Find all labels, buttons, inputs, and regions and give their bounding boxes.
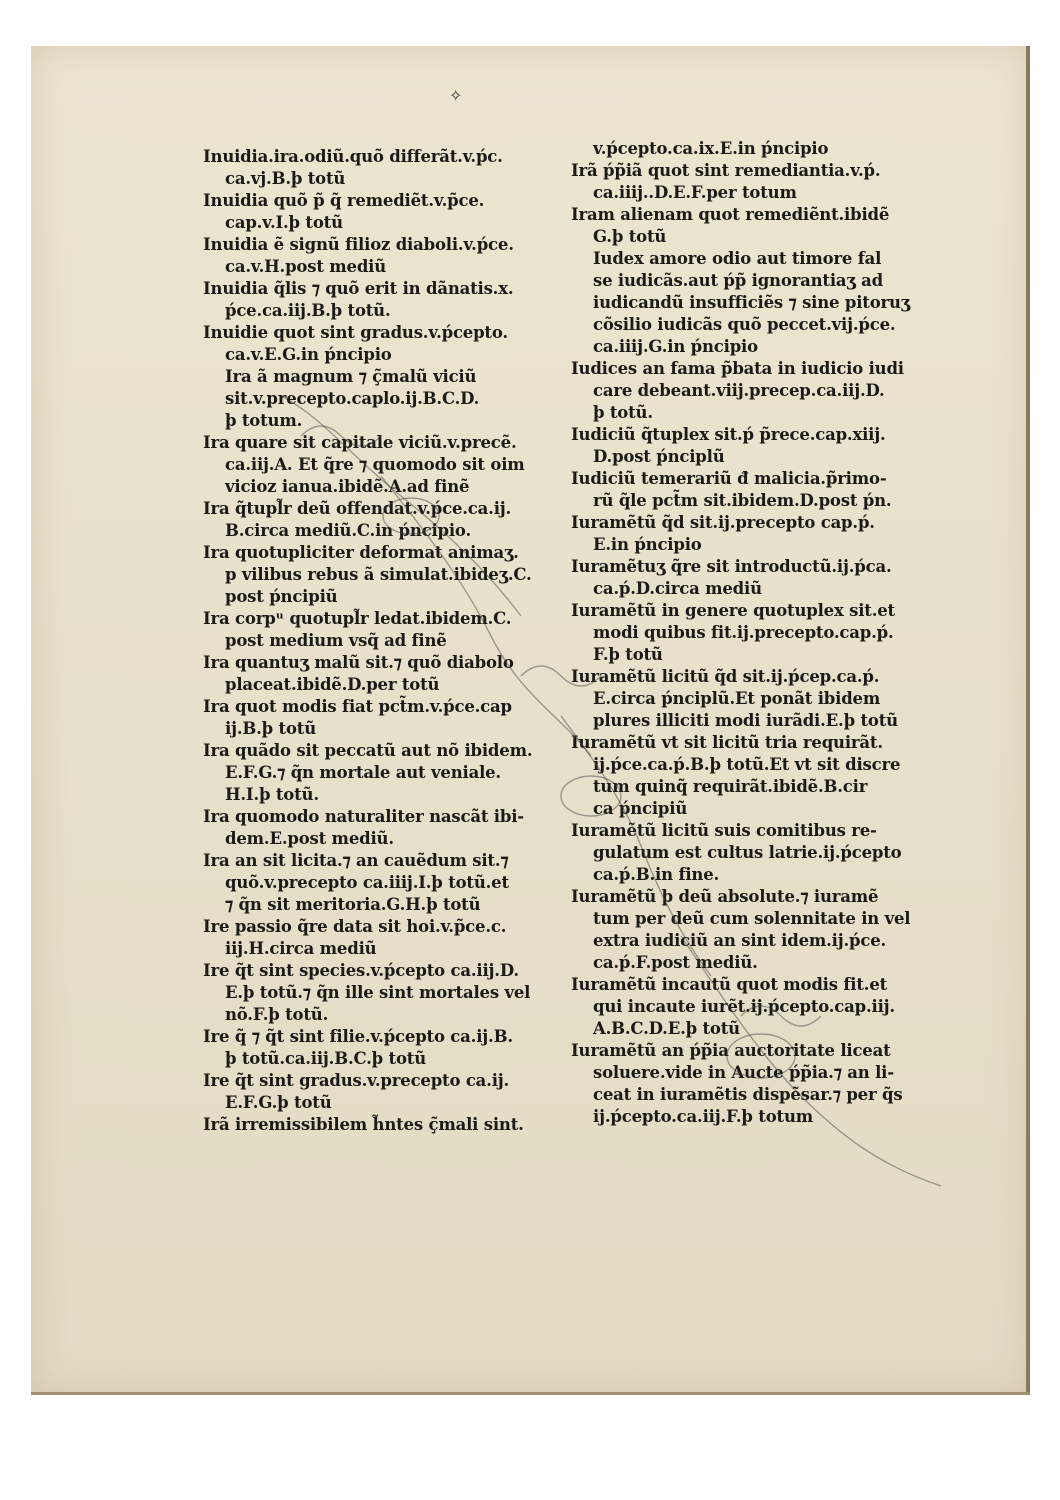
index-entry (571, 138, 941, 160)
index-entry (571, 248, 941, 358)
index-entry (203, 960, 573, 1026)
entry-line: ij.B.þ totũ (225, 719, 316, 738)
entry-line: ca.ṕ.F.post mediũ. (593, 953, 758, 972)
entry-line: sit.v.precepto.caplo.ij.B.C.D. (225, 389, 480, 408)
entry-line: Iuramẽtũ q̃d sit.ij.precepto cap.ṕ. (571, 513, 875, 532)
entry-line: Ira ã magnum ⁊ ç̃malũ viciũ (225, 367, 477, 386)
entry-line: Iuramẽtũ vt sit licitũ tria requirãt. (571, 733, 883, 752)
entry-line: Iuramẽtũ þ deũ absolute.⁊ iuramẽ (571, 887, 879, 906)
folio-mark: ✧ (449, 86, 463, 105)
entry-line: Iuramẽtũ in genere quotuplex sit.et (571, 601, 895, 620)
index-entry (571, 358, 941, 424)
index-entry (203, 1026, 573, 1070)
entry-line: Inuidia.ira.odiũ.quõ differãt.v.ṕc. (203, 147, 503, 166)
entry-line: post medium vsq̃ ad finẽ (225, 631, 447, 650)
index-entry (203, 740, 573, 806)
entry-line: B.circa mediũ.C.in ṕncipio. (225, 521, 471, 540)
index-entry (571, 512, 941, 556)
entry-line: Iuramẽtũ an ṕp̃ia auctoritate liceat (571, 1041, 891, 1060)
entry-line: ca.ṕ.D.circa mediũ (593, 579, 762, 598)
entry-line: Iudiciũ q̃tuplex sit.ṕ p̃rece.cap.xiij. (571, 425, 886, 444)
entry-line: cap.v.I.þ totũ (225, 213, 343, 232)
entry-line: se iudicãs.aut ṕp̃ ignorantiaʒ ad (593, 271, 883, 290)
entry-line: extra iudiciũ an sint idem.ij.ṕce. (593, 931, 887, 950)
index-entry (203, 432, 573, 498)
entry-line: qui incaute iurẽt.ij.ṕcepto.cap.iij. (593, 997, 895, 1016)
entry-line: ca.ṕ.B.in fine. (593, 865, 720, 884)
entry-line: þ totum. (225, 411, 303, 430)
index-entry (203, 1070, 573, 1114)
index-entry (571, 820, 941, 886)
index-entry (203, 278, 573, 322)
entry-line: Ira quot modis fiat pct̃m.v.ṕce.cap (203, 697, 512, 716)
entry-line: ca ṕncipiũ (593, 799, 688, 818)
entry-line: ṕce.ca.iij.B.þ totũ. (225, 301, 391, 320)
entry-line: Iudiciũ temerariũ đ malicia.p̃rimo- (571, 469, 887, 488)
entry-line: ca.v.H.post mediũ (225, 257, 387, 276)
entry-line: tum per deũ cum solennitate in vel (593, 909, 911, 928)
entry-line: Inuidia quõ p̃ q̃ remediẽt.v.p̃ce. (203, 191, 485, 210)
index-entry (203, 608, 573, 652)
entry-line: G.þ totũ (593, 227, 667, 246)
entry-line: iij.H.circa mediũ (225, 939, 377, 958)
index-entry (571, 1040, 941, 1128)
entry-line: þ totũ. (593, 403, 653, 422)
entry-line: ca.vj.B.þ totũ (225, 169, 346, 188)
entry-line: H.I.þ totũ. (225, 785, 319, 804)
entry-line: tum quinq̃ requirãt.ibidẽ.B.cir (593, 777, 868, 796)
entry-line: Ira corpᵘ quotupl̃r ledat.ibidem.C. (203, 609, 512, 628)
entry-line: v.ṕcepto.ca.ix.E.in ṕncipio (593, 139, 829, 158)
entry-line: Ire passio q̃re data sit hoi.v.p̃ce.c. (203, 917, 507, 936)
entry-line: post ṕncipiũ (225, 587, 338, 606)
index-entry (203, 652, 573, 696)
entry-line: F.þ totũ (593, 645, 663, 664)
index-entry (203, 916, 573, 960)
index-entry (571, 424, 941, 468)
entry-line: Irã irremissibilem h̃ntes ç̃mali sint. (203, 1115, 524, 1134)
entry-line: iudicandũ insufficiẽs ⁊ sine pitoruʒ (593, 293, 910, 312)
entry-line: D.post ṕnciplũ (593, 447, 725, 466)
index-entry (571, 160, 941, 204)
index-entry (571, 886, 941, 974)
entry-line: Iuramẽtuʒ q̃re sit introductũ.ij.ṕca. (571, 557, 892, 576)
entry-line: ca.iij.A. Et q̃re ⁊ quomodo sit oim (225, 455, 525, 474)
left-column (203, 146, 573, 1136)
right-column (571, 138, 941, 1128)
index-entry (203, 806, 573, 850)
entry-line: placeat.ibidẽ.D.per totũ (225, 675, 440, 694)
entry-line: Iuramẽtũ licitũ q̃d sit.ij.ṕcep.ca.ṕ. (571, 667, 880, 686)
entry-line: þ totũ.ca.iij.B.C.þ totũ (225, 1049, 427, 1068)
entry-line: Iuramẽtũ licitũ suis comitibus re- (571, 821, 877, 840)
entry-line: ca.iiij..D.E.F.per totum (593, 183, 797, 202)
entry-line: ceat in iuramẽtis dispẽsar.⁊ per q̃s (593, 1085, 903, 1104)
entry-line: Ira quãdo sit peccatũ aut nõ ibidem. (203, 741, 533, 760)
entry-line: E.in ṕncipio (593, 535, 702, 554)
entry-line: Inuidia q̃lis ⁊ quõ erit in dãnatis.x. (203, 279, 514, 298)
index-entry (571, 666, 941, 732)
book-page (31, 46, 1030, 1395)
entry-line: nõ.F.þ totũ. (225, 1005, 329, 1024)
entry-line: dem.E.post mediũ. (225, 829, 394, 848)
entry-line: ca.iiij.G.in ṕncipio (593, 337, 758, 356)
index-entry (571, 468, 941, 512)
entry-line: Ira q̃tupl̃r deũ offendat.v.ṕce.ca.ij. (203, 499, 512, 518)
entry-line: Iudex amore odio aut timore fal (593, 249, 882, 268)
index-entry (203, 322, 573, 366)
index-entry (203, 366, 573, 432)
entry-line: ca.v.E.G.in ṕncipio (225, 345, 392, 364)
entry-line: ⁊ q̃n sit meritoria.G.H.þ totũ (225, 895, 481, 914)
entry-line: cõsilio iudicãs quõ peccet.vij.ṕce. (593, 315, 896, 334)
entry-line: Ire q̃ ⁊ q̃t sint filie.v.ṕcepto ca.ij.B. (203, 1027, 513, 1046)
entry-line: Inuidie quot sint gradus.v.ṕcepto. (203, 323, 508, 342)
entry-line: Ire q̃t sint gradus.v.precepto ca.ij. (203, 1071, 510, 1090)
entry-line: vicioz ianua.ibidẽ.A.ad finẽ (225, 477, 470, 496)
index-entry (203, 542, 573, 608)
entry-line: Iudices an fama p̃bata in iudicio iudi (571, 359, 904, 378)
entry-line: care debeant.viij.precep.ca.iij.D. (593, 381, 885, 400)
entry-line: E.F.G.þ totũ (225, 1093, 332, 1112)
entry-line: Irã ṕp̃iã quot sint remediantia.v.ṕ. (571, 161, 881, 180)
entry-line: Iram alienam quot remediẽnt.ibidẽ (571, 205, 890, 224)
page-edge-right (1026, 46, 1030, 1395)
index-entry (203, 498, 573, 542)
index-entry (571, 204, 941, 248)
entry-line: E.F.G.⁊ q̃n mortale aut veniale. (225, 763, 501, 782)
index-entry (571, 600, 941, 666)
entry-line: ij.ṕce.ca.ṕ.B.þ totũ.Et vt sit discre (593, 755, 901, 774)
entry-line: Ira quotupliciter deformat animaʒ. (203, 543, 519, 562)
index-entry (203, 146, 573, 190)
entry-line: Ira an sit licita.⁊ an cauẽdum sit.⁊ (203, 851, 509, 870)
entry-line: soluere.vide in Aucte ṕp̃ia.⁊ an li- (593, 1063, 894, 1082)
entry-line: Ira quantuʒ malũ sit.⁊ quõ diabolo (203, 653, 514, 672)
entry-line: Ira quare sit capitale viciũ.v.precẽ. (203, 433, 517, 452)
page-edge-bottom (31, 1392, 1030, 1395)
entry-line: quõ.v.precepto ca.iiij.I.þ totũ.et (225, 873, 509, 892)
entry-line: rũ q̃le pct̃m sit.ibidem.D.post ṕn. (593, 491, 892, 510)
entry-line: E.þ totũ.⁊ q̃n ille sint mortales vel (225, 983, 531, 1002)
entry-line: A.B.C.D.E.þ totũ (593, 1019, 740, 1038)
entry-line: Ira quomodo naturaliter nascãt ibi- (203, 807, 524, 826)
entry-line: Ire q̃t sint species.v.ṕcepto ca.iij.D. (203, 961, 519, 980)
index-entry (571, 556, 941, 600)
index-entry (203, 1114, 573, 1136)
entry-line: Inuidia ẽ signũ filioz diaboli.v.ṕce. (203, 235, 514, 254)
entry-line: Iuramẽtũ incautũ quot modis fit.et (571, 975, 888, 994)
index-entry (203, 850, 573, 916)
entry-line: p vilibus rebus ã simulat.ibideʒ.C. (225, 565, 532, 584)
index-entry (203, 234, 573, 278)
entry-line: ij.ṕcepto.ca.iij.F.þ totum (593, 1107, 813, 1126)
index-entry (203, 696, 573, 740)
index-entry (571, 732, 941, 820)
index-entry (203, 190, 573, 234)
entry-line: plures illiciti modi iurãdi.E.þ totũ (593, 711, 898, 730)
entry-line: E.circa ṕnciplũ.Et ponãt ibidem (593, 689, 881, 708)
entry-line: gulatum est cultus latrie.ij.ṕcepto (593, 843, 902, 862)
index-entry (571, 974, 941, 1040)
entry-line: modi quibus fit.ij.precepto.cap.ṕ. (593, 623, 894, 642)
